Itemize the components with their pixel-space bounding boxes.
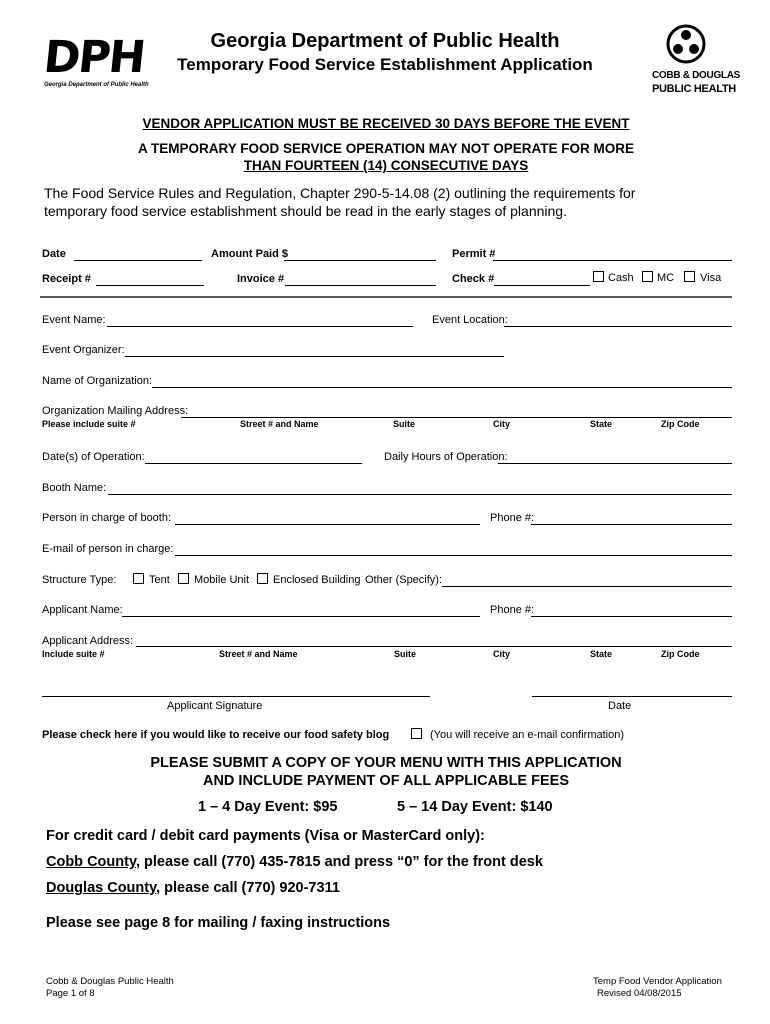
dph-logo-text: DPH	[41, 32, 147, 83]
signature-date-field[interactable]	[532, 696, 732, 697]
blog-note: (You will receive an e-mail confirmation)	[430, 729, 625, 741]
tent-label: Tent	[149, 574, 170, 586]
applicant-address-suite-note: Include suite #	[42, 649, 105, 659]
cash-checkbox[interactable]	[593, 271, 604, 282]
cash-label: Cash	[608, 272, 634, 284]
person-in-charge-label: Person in charge of booth:	[42, 512, 172, 524]
section-divider	[40, 296, 732, 298]
phone-field-1[interactable]	[531, 524, 732, 525]
org-address-field[interactable]	[181, 417, 732, 418]
submit-line-2: AND INCLUDE PAYMENT OF ALL APPLICABLE FEES	[202, 773, 569, 789]
org-name-field[interactable]	[152, 387, 732, 388]
notice-line-1: VENDOR APPLICATION MUST BE RECEIVED 30 DAYS BEFORE THE EVENT	[142, 116, 630, 131]
applicant-name-field[interactable]	[122, 616, 480, 617]
event-name-label: Event Name:	[42, 314, 106, 326]
footer-left-1: Cobb & Douglas Public Health	[46, 976, 174, 987]
applicant-signature-field[interactable]	[42, 696, 430, 697]
booth-name-field[interactable]	[108, 494, 732, 495]
applicant-name-label: Applicant Name:	[42, 604, 123, 616]
hours-field[interactable]	[498, 463, 732, 464]
douglas-phone-line	[46, 880, 340, 896]
hours-label: Daily Hours of Operation:	[384, 451, 508, 463]
office-check-field[interactable]	[494, 285, 590, 286]
mobile-unit-label: Mobile Unit	[194, 574, 250, 586]
cobb-phone-line	[46, 854, 543, 870]
applicant-address-state-label: State	[590, 649, 613, 659]
visa-label: Visa	[700, 272, 722, 284]
enclosed-building-label: Enclosed Building	[273, 574, 361, 586]
notice-line-3: THAN FOURTEEN (14) CONSECUTIVE DAYS	[243, 158, 529, 173]
event-location-label: Event Location:	[432, 314, 508, 326]
office-invoice-field[interactable]	[285, 285, 436, 286]
org-address-street-label: Street # and Name	[240, 419, 319, 429]
applicant-address-street-label: Street # and Name	[219, 649, 298, 659]
blog-label: Please check here if you would like to receive our food safety blog	[42, 729, 390, 741]
office-check-label: Check #	[452, 273, 495, 285]
structure-type-label: Structure Type:	[42, 574, 117, 586]
office-date-label: Date	[42, 248, 66, 260]
enclosed-building-checkbox[interactable]	[257, 573, 268, 584]
intro-line-1: The Food Service Rules and Regulation, Chapter 290-5-14.08 (2) outlining the requirements for	[44, 185, 636, 201]
phone-label-1: Phone #:	[490, 512, 535, 524]
dates-label: Date(s) of Operation:	[42, 451, 145, 463]
visa-checkbox[interactable]	[684, 271, 695, 282]
intro-line-2: temporary food service establishment should be read in the early stages of planning.	[44, 203, 567, 219]
dph-logo-sub: Georgia Department of Public Health	[44, 82, 149, 88]
notice-line-2: A TEMPORARY FOOD SERVICE OPERATION MAY NOT OPERATE FOR MORE	[137, 141, 635, 156]
mc-label: MC	[657, 272, 675, 284]
org-address-suite-note: Please include suite #	[42, 419, 136, 429]
event-organizer-field[interactable]	[125, 356, 504, 357]
event-location-field[interactable]	[504, 326, 732, 327]
email-field[interactable]	[175, 555, 732, 556]
signature-date-label: Date	[608, 700, 632, 712]
mc-checkbox[interactable]	[642, 271, 653, 282]
applicant-address-zip-label: Zip Code	[661, 649, 700, 659]
office-permit-field[interactable]	[493, 260, 732, 261]
applicant-address-field[interactable]	[136, 646, 732, 647]
phone-field-2[interactable]	[531, 616, 732, 617]
footer-right-1: Temp Food Vendor Application	[593, 976, 722, 987]
dates-field[interactable]	[145, 463, 362, 464]
applicant-address-city-label: City	[493, 649, 511, 659]
payment-heading: For credit card / debit card payments (Visa or MasterCard only):	[46, 828, 485, 844]
mobile-unit-checkbox[interactable]	[178, 573, 189, 584]
other-specify-field[interactable]	[442, 586, 732, 587]
tent-checkbox[interactable]	[133, 573, 144, 584]
fee-short-event: 1 – 4 Day Event: $95	[198, 799, 338, 815]
fee-long-event: 5 – 14 Day Event: $140	[397, 799, 553, 815]
cobb-douglas-emblem-icon	[666, 24, 706, 64]
office-date-field[interactable]	[74, 260, 202, 261]
applicant-address-label: Applicant Address:	[42, 635, 134, 647]
booth-name-label: Booth Name:	[42, 482, 107, 494]
office-amount-field[interactable]	[284, 260, 436, 261]
applicant-signature-label: Applicant Signature	[167, 700, 263, 712]
blog-checkbox[interactable]	[411, 728, 422, 739]
phone-label-2: Phone #:	[490, 604, 535, 616]
office-receipt-label: Receipt #	[42, 273, 91, 285]
cobb-douglas-logo-line1: COBB & DOUGLAS	[652, 70, 741, 81]
cobb-county-label: Cobb County	[46, 854, 136, 870]
douglas-phone-text: , please call (770) 920-7311	[156, 880, 340, 896]
office-receipt-field[interactable]	[96, 285, 204, 286]
douglas-county-label: Douglas County	[46, 880, 157, 896]
org-address-zip-label: Zip Code	[661, 419, 700, 429]
cobb-phone-text: , please call (770) 435-7815 and press “0” for the front desk	[135, 854, 543, 870]
org-name-label: Name of Organization:	[42, 375, 153, 387]
page-title: Georgia Department of Public Health	[210, 30, 560, 52]
event-name-field[interactable]	[107, 326, 413, 327]
office-amount-label: Amount Paid $	[211, 248, 289, 260]
other-specify-label: Other (Specify):	[365, 574, 443, 586]
person-in-charge-field[interactable]	[175, 524, 480, 525]
page-subtitle: Temporary Food Service Establishment Application	[177, 55, 593, 74]
mailing-note: Please see page 8 for mailing / faxing instructions	[46, 915, 391, 931]
cobb-douglas-logo	[650, 24, 740, 100]
applicant-address-suite-label: Suite	[394, 649, 417, 659]
email-label: E-mail of person in charge:	[42, 543, 174, 555]
event-organizer-label: Event Organizer:	[42, 344, 125, 356]
org-address-label: Organization Mailing Address:	[42, 405, 189, 417]
submit-line-1: PLEASE SUBMIT A COPY OF YOUR MENU WITH THIS APPLICATION	[150, 755, 622, 771]
cobb-douglas-logo-line2: PUBLIC HEALTH	[652, 83, 736, 95]
org-address-city-label: City	[493, 419, 511, 429]
office-permit-label: Permit #	[452, 248, 496, 260]
dph-logo	[41, 32, 156, 94]
org-address-suite-label: Suite	[393, 419, 416, 429]
footer-revised: Revised 04/08/2015	[597, 988, 682, 999]
org-address-state-label: State	[590, 419, 613, 429]
office-invoice-label: Invoice #	[237, 273, 285, 285]
footer-page-number: Page 1 of 8	[46, 988, 95, 999]
